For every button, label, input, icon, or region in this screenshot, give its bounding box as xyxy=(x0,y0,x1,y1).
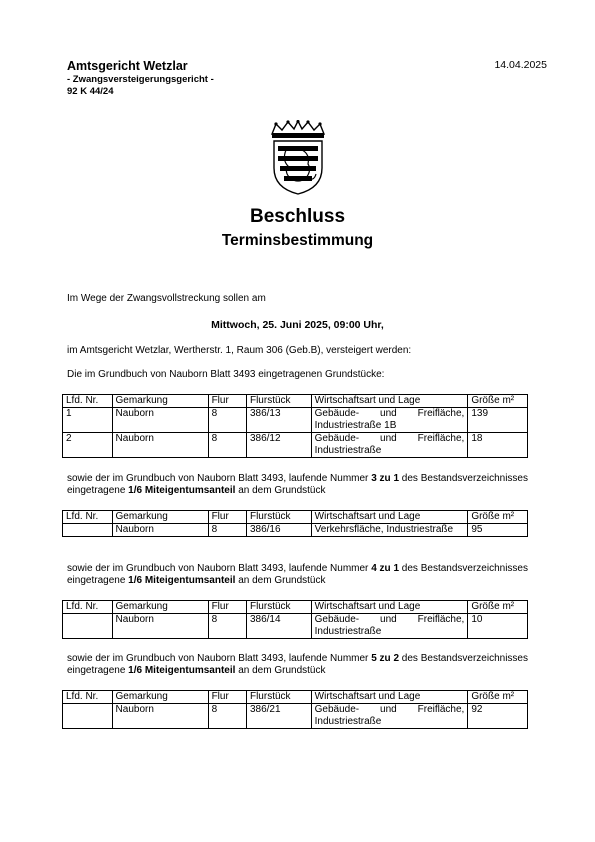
cell-flurstueck: 386/14 xyxy=(246,614,311,639)
column-header: Flurstück xyxy=(246,601,311,614)
cell-flur: 8 xyxy=(208,433,246,458)
column-header: Gemarkung xyxy=(112,395,208,408)
share-number: 1 xyxy=(393,563,400,574)
cell-flurstueck: 386/13 xyxy=(246,408,311,433)
share-paragraph xyxy=(67,473,528,497)
cell-lage: Gebäude- und Freifläche, Industriestraße xyxy=(311,433,468,458)
cell-gemarkung: Nauborn xyxy=(112,408,208,433)
share-number: 2 xyxy=(393,653,400,664)
share-text: an dem Grundstück xyxy=(235,665,326,676)
column-header: Lfd. Nr. xyxy=(63,511,113,524)
column-header: Wirtschaftsart und Lage xyxy=(311,691,468,704)
column-header: Lfd. Nr. xyxy=(63,395,113,408)
table-row xyxy=(63,704,528,729)
share-number: 5 xyxy=(371,653,377,664)
share-number: 1 xyxy=(393,473,400,484)
share-text: sowie der im Grundbuch von Nauborn Blatt 3493, laufende Nummer xyxy=(67,563,372,574)
share-zu: zu xyxy=(376,653,394,664)
column-header: Flur xyxy=(208,395,246,408)
share-zu: zu xyxy=(376,473,394,484)
court-department: - Zwangsversteigerungsgericht - xyxy=(67,74,214,85)
cell-groesse: 18 xyxy=(468,433,528,458)
column-header: Flurstück xyxy=(246,691,311,704)
column-header: Wirtschaftsart und Lage xyxy=(311,511,468,524)
cell-flurstueck: 386/21 xyxy=(246,704,311,729)
cell-groesse: 95 xyxy=(468,524,528,537)
cell-flur: 8 xyxy=(208,524,246,537)
appointment-date: Mittwoch, 25. Juni 2025, 09:00 Uhr, xyxy=(211,319,384,331)
cell-nr xyxy=(63,614,113,639)
cell-gemarkung: Nauborn xyxy=(112,614,208,639)
document-subtitle: Terminsbestimmung xyxy=(221,232,374,249)
cell-flurstueck: 386/12 xyxy=(246,433,311,458)
column-header: Größe m² xyxy=(468,395,528,408)
table-header-row xyxy=(63,511,528,524)
cell-groesse: 139 xyxy=(468,408,528,433)
column-header: Wirtschaftsart und Lage xyxy=(311,601,468,614)
cell-gemarkung: Nauborn xyxy=(112,433,208,458)
table-row xyxy=(63,433,528,458)
cell-lage: Gebäude- und Freifläche, Industriestraße xyxy=(311,614,468,639)
share-text: sowie der im Grundbuch von Nauborn Blatt 3493, laufende Nummer xyxy=(67,473,372,484)
cell-groesse: 92 xyxy=(468,704,528,729)
cell-gemarkung: Nauborn xyxy=(112,524,208,537)
cell-lage: Gebäude- und Freifläche, Industriestraße xyxy=(311,704,468,729)
intro-text: Im Wege der Zwangsvollstreckung sollen am xyxy=(67,293,266,304)
share-text: des Bestandsverzeichnisses eingetragene xyxy=(67,563,528,586)
column-header: Flur xyxy=(208,601,246,614)
share-table xyxy=(62,510,528,537)
share-paragraph xyxy=(67,653,528,677)
property-table xyxy=(62,394,528,458)
cell-flurstueck: 386/16 xyxy=(246,524,311,537)
share-table xyxy=(62,690,528,729)
share-number: 3 xyxy=(371,473,377,484)
properties-intro: Die im Grundbuch von Nauborn Blatt 3493 eingetragenen Grundstücke: xyxy=(67,369,385,380)
share-text: des Bestandsverzeichnisses eingetragene xyxy=(67,473,528,496)
cell-nr: 2 xyxy=(63,433,113,458)
cell-gemarkung: Nauborn xyxy=(112,704,208,729)
document-title: Beschluss xyxy=(249,206,346,227)
cell-flur: 8 xyxy=(208,408,246,433)
cell-lage: Gebäude- und Freifläche, Industriestraße 1B xyxy=(311,408,468,433)
cell-groesse: 10 xyxy=(468,614,528,639)
cell-flur: 8 xyxy=(208,704,246,729)
share-text: des Bestandsverzeichnisses eingetragene xyxy=(67,653,528,676)
document-date: 14.04.2025 xyxy=(494,59,547,71)
column-header: Flur xyxy=(208,511,246,524)
cell-nr: 1 xyxy=(63,408,113,433)
table-row xyxy=(63,524,528,537)
share-paragraph xyxy=(67,563,528,587)
share-fraction: 1/6 Miteigentumsanteil xyxy=(128,575,236,586)
case-number: 92 K 44/24 xyxy=(67,86,114,97)
table-header-row xyxy=(63,601,528,614)
share-zu: zu xyxy=(376,563,394,574)
column-header: Gemarkung xyxy=(112,511,208,524)
column-header: Größe m² xyxy=(468,691,528,704)
table-row xyxy=(63,614,528,639)
column-header: Wirtschaftsart und Lage xyxy=(311,395,468,408)
cell-lage: Verkehrsfläche, Industriestraße xyxy=(311,524,468,537)
location-text: im Amtsgericht Wetzlar, Wertherstr. 1, Raum 306 (Geb.B), versteigert werden: xyxy=(67,345,412,356)
share-fraction: 1/6 Miteigentumsanteil xyxy=(128,665,236,676)
share-text: an dem Grundstück xyxy=(235,575,326,586)
column-header: Lfd. Nr. xyxy=(63,691,113,704)
table-row xyxy=(63,408,528,433)
column-header: Flurstück xyxy=(246,395,311,408)
cell-nr xyxy=(63,524,113,537)
column-header: Gemarkung xyxy=(112,601,208,614)
court-name: Amtsgericht Wetzlar xyxy=(67,59,188,73)
column-header: Lfd. Nr. xyxy=(63,601,113,614)
column-header: Flurstück xyxy=(246,511,311,524)
column-header: Flur xyxy=(208,691,246,704)
table-header-row xyxy=(63,691,528,704)
cell-flur: 8 xyxy=(208,614,246,639)
cell-nr xyxy=(63,704,113,729)
share-text: sowie der im Grundbuch von Nauborn Blatt 3493, laufende Nummer xyxy=(67,653,372,664)
column-header: Größe m² xyxy=(468,601,528,614)
share-text: an dem Grundstück xyxy=(235,485,326,496)
column-header: Größe m² xyxy=(468,511,528,524)
hesse-coat-of-arms-icon xyxy=(268,120,328,196)
share-table xyxy=(62,600,528,639)
share-fraction: 1/6 Miteigentumsanteil xyxy=(128,485,236,496)
share-number: 4 xyxy=(371,563,377,574)
table-header-row xyxy=(63,395,528,408)
column-header: Gemarkung xyxy=(112,691,208,704)
